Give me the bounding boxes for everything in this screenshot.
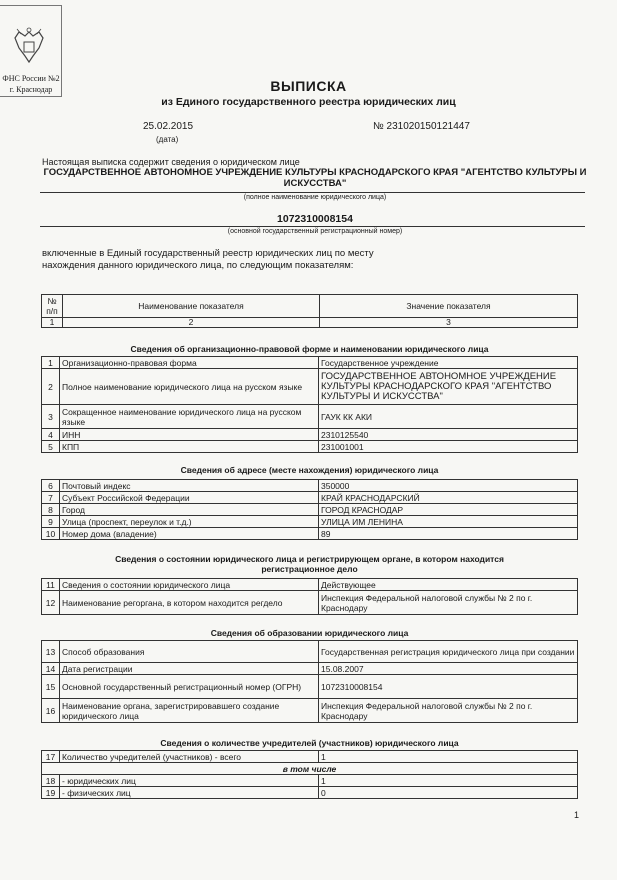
table-row <box>42 480 578 492</box>
document-title: ВЫПИСКА <box>270 78 347 94</box>
intro-text: Настоящая выписка содержит сведения о юридическом лице <box>42 157 300 167</box>
row-label: Номер дома (владение) <box>60 528 319 540</box>
date-caption: (дата) <box>156 135 179 144</box>
row-label: Полное наименование юридического лица на русском языке <box>60 369 319 405</box>
section-table-founders <box>41 750 578 799</box>
table-row <box>42 405 578 429</box>
table-row <box>42 775 578 787</box>
row-value: УЛИЦА ИМ ЛЕНИНА <box>319 516 578 528</box>
row-label: Сведения о состоянии юридического лица <box>60 579 319 591</box>
row-label: Организационно-правовая форма <box>60 357 319 369</box>
row-number: 6 <box>42 480 60 492</box>
row-value: 15.08.2007 <box>319 663 578 675</box>
row-value: Инспекция Федеральной налоговой службы № 2 по г. Краснодару <box>319 591 578 615</box>
row-number: 16 <box>42 699 60 723</box>
row-number: 1 <box>42 357 60 369</box>
row-number: 7 <box>42 492 60 504</box>
row-number: 10 <box>42 528 60 540</box>
section-title-status: Сведения о состоянии юридического лица и регистрирующем органе, в котором находится регистрационное дело <box>115 554 504 574</box>
document-subtitle: из Единого государственного реестра юридических лиц <box>161 96 456 108</box>
stamp-line-1: ФНС России №2 <box>2 74 60 83</box>
row-label: Дата регистрации <box>60 663 319 675</box>
row-label: ИНН <box>60 429 319 441</box>
row-label: КПП <box>60 441 319 453</box>
column-header-num: № п/п <box>42 295 63 318</box>
table-row <box>42 591 578 615</box>
section-title-legal-form: Сведения об организационно-правовой форме и наименовании юридического лица <box>130 344 489 354</box>
row-value: 1072310008154 <box>319 675 578 699</box>
row-label: Сокращенное наименование юридического лица на русском языке <box>60 405 319 429</box>
row-number: 4 <box>42 429 60 441</box>
table-row <box>42 675 578 699</box>
row-value: Государственное учреждение <box>319 357 578 369</box>
row-number: 2 <box>42 369 60 405</box>
row-label: Наименование органа, зарегистрировавшего создание юридического лица <box>60 699 319 723</box>
statement-number: № 231020150121447 <box>373 121 470 132</box>
table-row <box>42 528 578 540</box>
row-value: ГОСУДАРСТВЕННОЕ АВТОНОМНОЕ УЧРЕЖДЕНИЕ КУЛЬТУРЫ КРАСНОДАРСКОГО КРАЯ "АГЕНТСТВО КУЛЬТУРЫ И ИСКУССТВА" <box>319 369 578 405</box>
row-number: 14 <box>42 663 60 675</box>
table-row <box>42 751 578 763</box>
table-row <box>42 699 578 723</box>
statement-date: 25.02.2015 <box>143 121 194 132</box>
row-label: Основной государственный регистрационный номер (ОГРН) <box>60 675 319 699</box>
table-row <box>42 441 578 453</box>
row-value: КРАЙ КРАСНОДАРСКИЙ <box>319 492 578 504</box>
row-value: Действующее <box>319 579 578 591</box>
table-row <box>42 369 578 405</box>
row-number: 19 <box>42 787 60 799</box>
column-header-name: Наименование показателя <box>63 295 320 318</box>
section-title-address: Сведения об адресе (месте нахождения) юридического лица <box>180 465 439 475</box>
row-number: 8 <box>42 504 60 516</box>
row-value: 2310125540 <box>319 429 578 441</box>
row-label: Наименование регоргана, в котором находится регдело <box>60 591 319 615</box>
section-table-legal-form <box>41 356 578 453</box>
row-value: 0 <box>319 787 578 799</box>
ogrn-value: 1072310008154 <box>277 213 353 225</box>
row-label: - физических лиц <box>60 787 319 799</box>
divider <box>40 226 585 227</box>
table-row <box>42 429 578 441</box>
row-subheading: в том числе <box>42 763 578 775</box>
row-label: Количество учредителей (участников) - всего <box>60 751 319 763</box>
table-row <box>42 579 578 591</box>
table-row <box>42 763 578 775</box>
row-value: Государственная регистрация юридического лица при создании <box>319 641 578 663</box>
column-number-3: 3 <box>320 318 578 328</box>
table-row <box>42 663 578 675</box>
inclusion-text-line-2: нахождения данного юридического лица, по следующим показателям: <box>42 260 354 271</box>
section-table-address <box>41 479 578 540</box>
row-number: 15 <box>42 675 60 699</box>
section-table-status <box>41 578 578 615</box>
column-header-table <box>41 294 578 328</box>
row-value: ГАУК КК АКИ <box>319 405 578 429</box>
row-value: ГОРОД КРАСНОДАР <box>319 504 578 516</box>
page-number: 1 <box>574 810 580 820</box>
row-label: - юридических лиц <box>60 775 319 787</box>
row-number: 11 <box>42 579 60 591</box>
row-number: 3 <box>42 405 60 429</box>
organization-full-name: ГОСУДАРСТВЕННОЕ АВТОНОМНОЕ УЧРЕЖДЕНИЕ КУЛЬТУРЫ КРАСНОДАРСКОГО КРАЯ "АГЕНТСТВО КУЛЬТУРЫ И ИСКУССТВА" <box>43 167 587 189</box>
table-row <box>42 641 578 663</box>
row-number: 5 <box>42 441 60 453</box>
section-title-founders: Сведения о количестве учредителей (участников) юридического лица <box>160 738 459 748</box>
row-number: 17 <box>42 751 60 763</box>
row-label: Улица (проспект, переулок и т.д.) <box>60 516 319 528</box>
row-value: 89 <box>319 528 578 540</box>
row-number: 18 <box>42 775 60 787</box>
row-value: 231001001 <box>319 441 578 453</box>
column-number-1: 1 <box>42 318 63 328</box>
column-header-value: Значение показателя <box>320 295 578 318</box>
row-label: Почтовый индекс <box>60 480 319 492</box>
row-value: 1 <box>319 775 578 787</box>
row-label: Субъект Российской Федерации <box>60 492 319 504</box>
divider <box>40 192 585 193</box>
row-label: Способ образования <box>60 641 319 663</box>
row-label: Город <box>60 504 319 516</box>
coat-of-arms-icon <box>9 26 49 66</box>
table-row <box>42 492 578 504</box>
table-row <box>42 357 578 369</box>
stamp-line-2: г. Краснодар <box>9 85 53 94</box>
row-number: 12 <box>42 591 60 615</box>
row-value: 1 <box>319 751 578 763</box>
section-table-formation <box>41 640 578 723</box>
row-number: 13 <box>42 641 60 663</box>
row-number: 9 <box>42 516 60 528</box>
table-row <box>42 504 578 516</box>
org-name-caption: (полное наименование юридического лица) <box>243 194 387 201</box>
row-value: 350000 <box>319 480 578 492</box>
table-row <box>42 516 578 528</box>
section-title-formation: Сведения об образовании юридического лица <box>210 628 409 638</box>
column-number-2: 2 <box>63 318 320 328</box>
table-row <box>42 787 578 799</box>
ogrn-caption: (основной государственный регистрационный номер) <box>227 228 403 235</box>
row-value: Инспекция Федеральной налоговой службы № 2 по г. Краснодару <box>319 699 578 723</box>
inclusion-text-line-1: включенные в Единый государственный реестр юридических лиц по месту <box>42 248 374 259</box>
